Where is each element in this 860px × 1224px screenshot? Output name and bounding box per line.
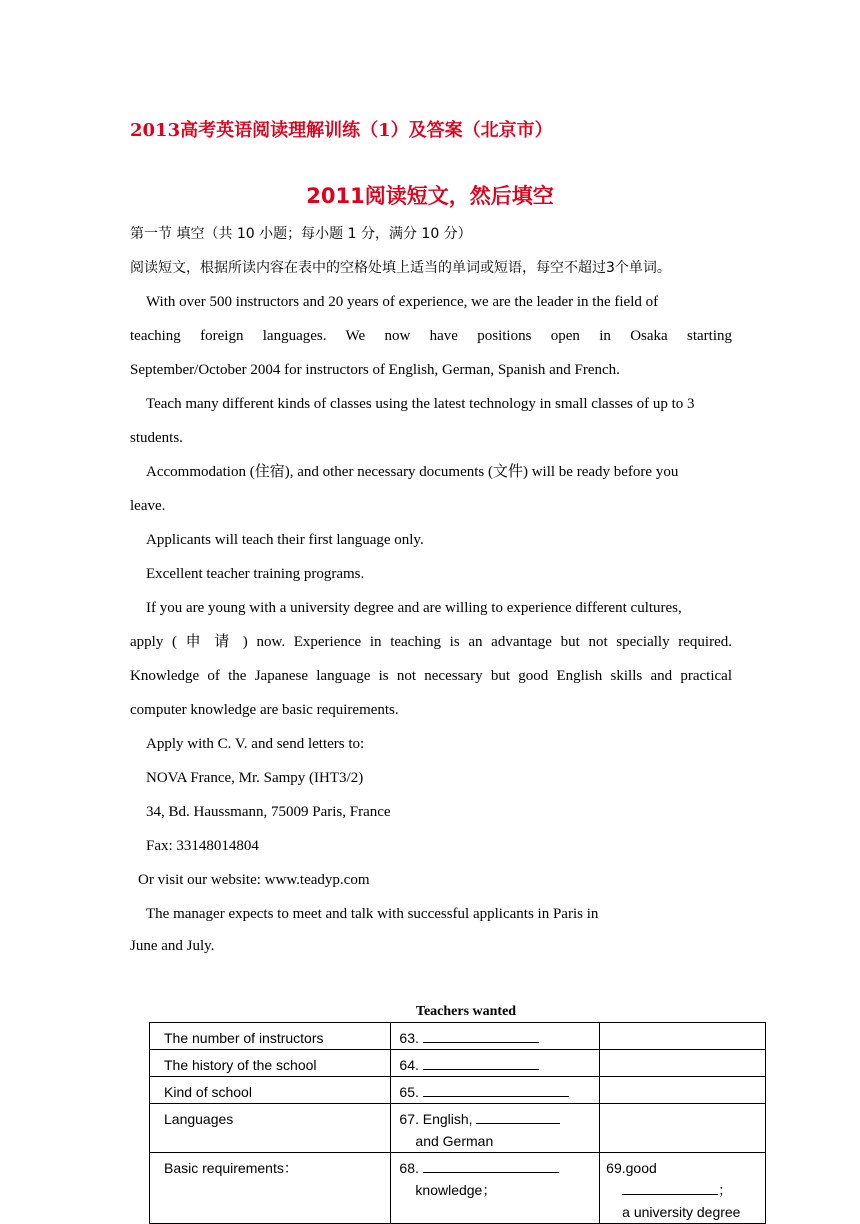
table-row xyxy=(150,1023,766,1050)
fax-line: Fax: 33148014804 xyxy=(146,838,259,854)
row-label: Basic requirements： xyxy=(150,1153,391,1224)
answer-cell xyxy=(391,1077,600,1104)
empty-cell xyxy=(600,1104,766,1153)
passage-line: Apply with C. V. and send letters to: xyxy=(146,736,365,752)
cell-text: and German xyxy=(415,1133,494,1149)
table-caption: Teachers wanted xyxy=(415,1004,517,1019)
row-label: Languages xyxy=(150,1104,391,1153)
table-row xyxy=(150,1104,766,1153)
question-number: 63. xyxy=(399,1030,419,1046)
answer-cell xyxy=(391,1050,600,1077)
question-number: 65. xyxy=(399,1084,419,1100)
question-number: 68. xyxy=(399,1160,419,1176)
answer-table xyxy=(149,1022,766,1224)
question-number: 69.good xyxy=(606,1160,657,1176)
passage-line: Accommodation (住宿), and other necessary documents (文件) will be ready before you xyxy=(146,464,679,480)
empty-cell xyxy=(600,1023,766,1050)
row-label: Kind of school xyxy=(150,1077,391,1104)
passage-line: The manager expects to meet and talk with successful applicants in Paris in xyxy=(146,906,599,922)
address-line: NOVA France, Mr. Sampy (IHT3/2) xyxy=(146,770,364,786)
cell-text xyxy=(606,1179,759,1201)
answer-cell xyxy=(391,1023,600,1050)
passage-line: Teach many different kinds of classes using the latest technology in small classes of up to 3 xyxy=(146,396,695,412)
table-row xyxy=(150,1153,766,1224)
table-row xyxy=(150,1050,766,1077)
answer-blank[interactable] xyxy=(476,1109,560,1124)
answer-blank[interactable] xyxy=(622,1180,718,1195)
document-title: 2013高考英语阅读理解训练（1）及答案（北京市） xyxy=(130,120,553,141)
answer-cell xyxy=(600,1153,766,1224)
passage-line: Applicants will teach their first language only. xyxy=(146,532,424,548)
passage-line: If you are young with a university degree and are willing to experience different cultures, xyxy=(146,600,682,616)
passage-line: June and July. xyxy=(130,938,215,954)
instruction-text: 阅读短文，根据所读内容在表中的空格处填上适当的单词或短语，每空不超过3个单词。 xyxy=(130,260,671,276)
answer-blank[interactable] xyxy=(423,1028,539,1043)
table-row xyxy=(150,1077,766,1104)
empty-cell xyxy=(600,1077,766,1104)
empty-cell xyxy=(600,1050,766,1077)
row-label: The history of the school xyxy=(150,1050,391,1077)
passage-line: teaching foreign languages. We now have positions open in Osaka starting xyxy=(130,328,732,344)
answer-blank[interactable] xyxy=(423,1158,559,1173)
question-number: 64. xyxy=(399,1057,419,1073)
passage-line: Excellent teacher training programs. xyxy=(146,566,365,582)
section-heading: 第一节 填空（共 10 小题；每小题 1 分，满分 10 分） xyxy=(130,226,472,242)
answer-blank[interactable] xyxy=(423,1082,569,1097)
passage-line: With over 500 instructors and 20 years of experience, we are the leader in the field of xyxy=(146,294,659,310)
website-line: Or visit our website: www.teadyp.com xyxy=(138,872,370,888)
passage-line: Knowledge of the Japanese language is not necessary but good English skills and practical xyxy=(130,668,732,684)
row-label: The number of instructors xyxy=(150,1023,391,1050)
passage-line: apply ( 申 请 ) now. Experience in teaching is an advantage but not specially required. xyxy=(130,634,732,650)
cell-punct: ； xyxy=(718,1182,733,1198)
address-line: 34, Bd. Haussmann, 75009 Paris, France xyxy=(146,804,391,820)
document-subtitle: 2011阅读短文，然后填空 xyxy=(306,184,554,208)
answer-cell xyxy=(391,1104,600,1153)
cell-text: a university degree xyxy=(622,1204,741,1220)
answer-blank[interactable] xyxy=(423,1055,539,1070)
answer-cell xyxy=(391,1153,600,1224)
cell-text: knowledge； xyxy=(415,1182,497,1198)
passage-line: students. xyxy=(130,430,183,446)
passage-line: leave. xyxy=(130,498,166,514)
passage-line: September/October 2004 for instructors of English, German, Spanish and French. xyxy=(130,362,620,378)
question-number: 67. English, xyxy=(399,1111,473,1127)
passage-line: computer knowledge are basic requirements. xyxy=(130,702,399,718)
